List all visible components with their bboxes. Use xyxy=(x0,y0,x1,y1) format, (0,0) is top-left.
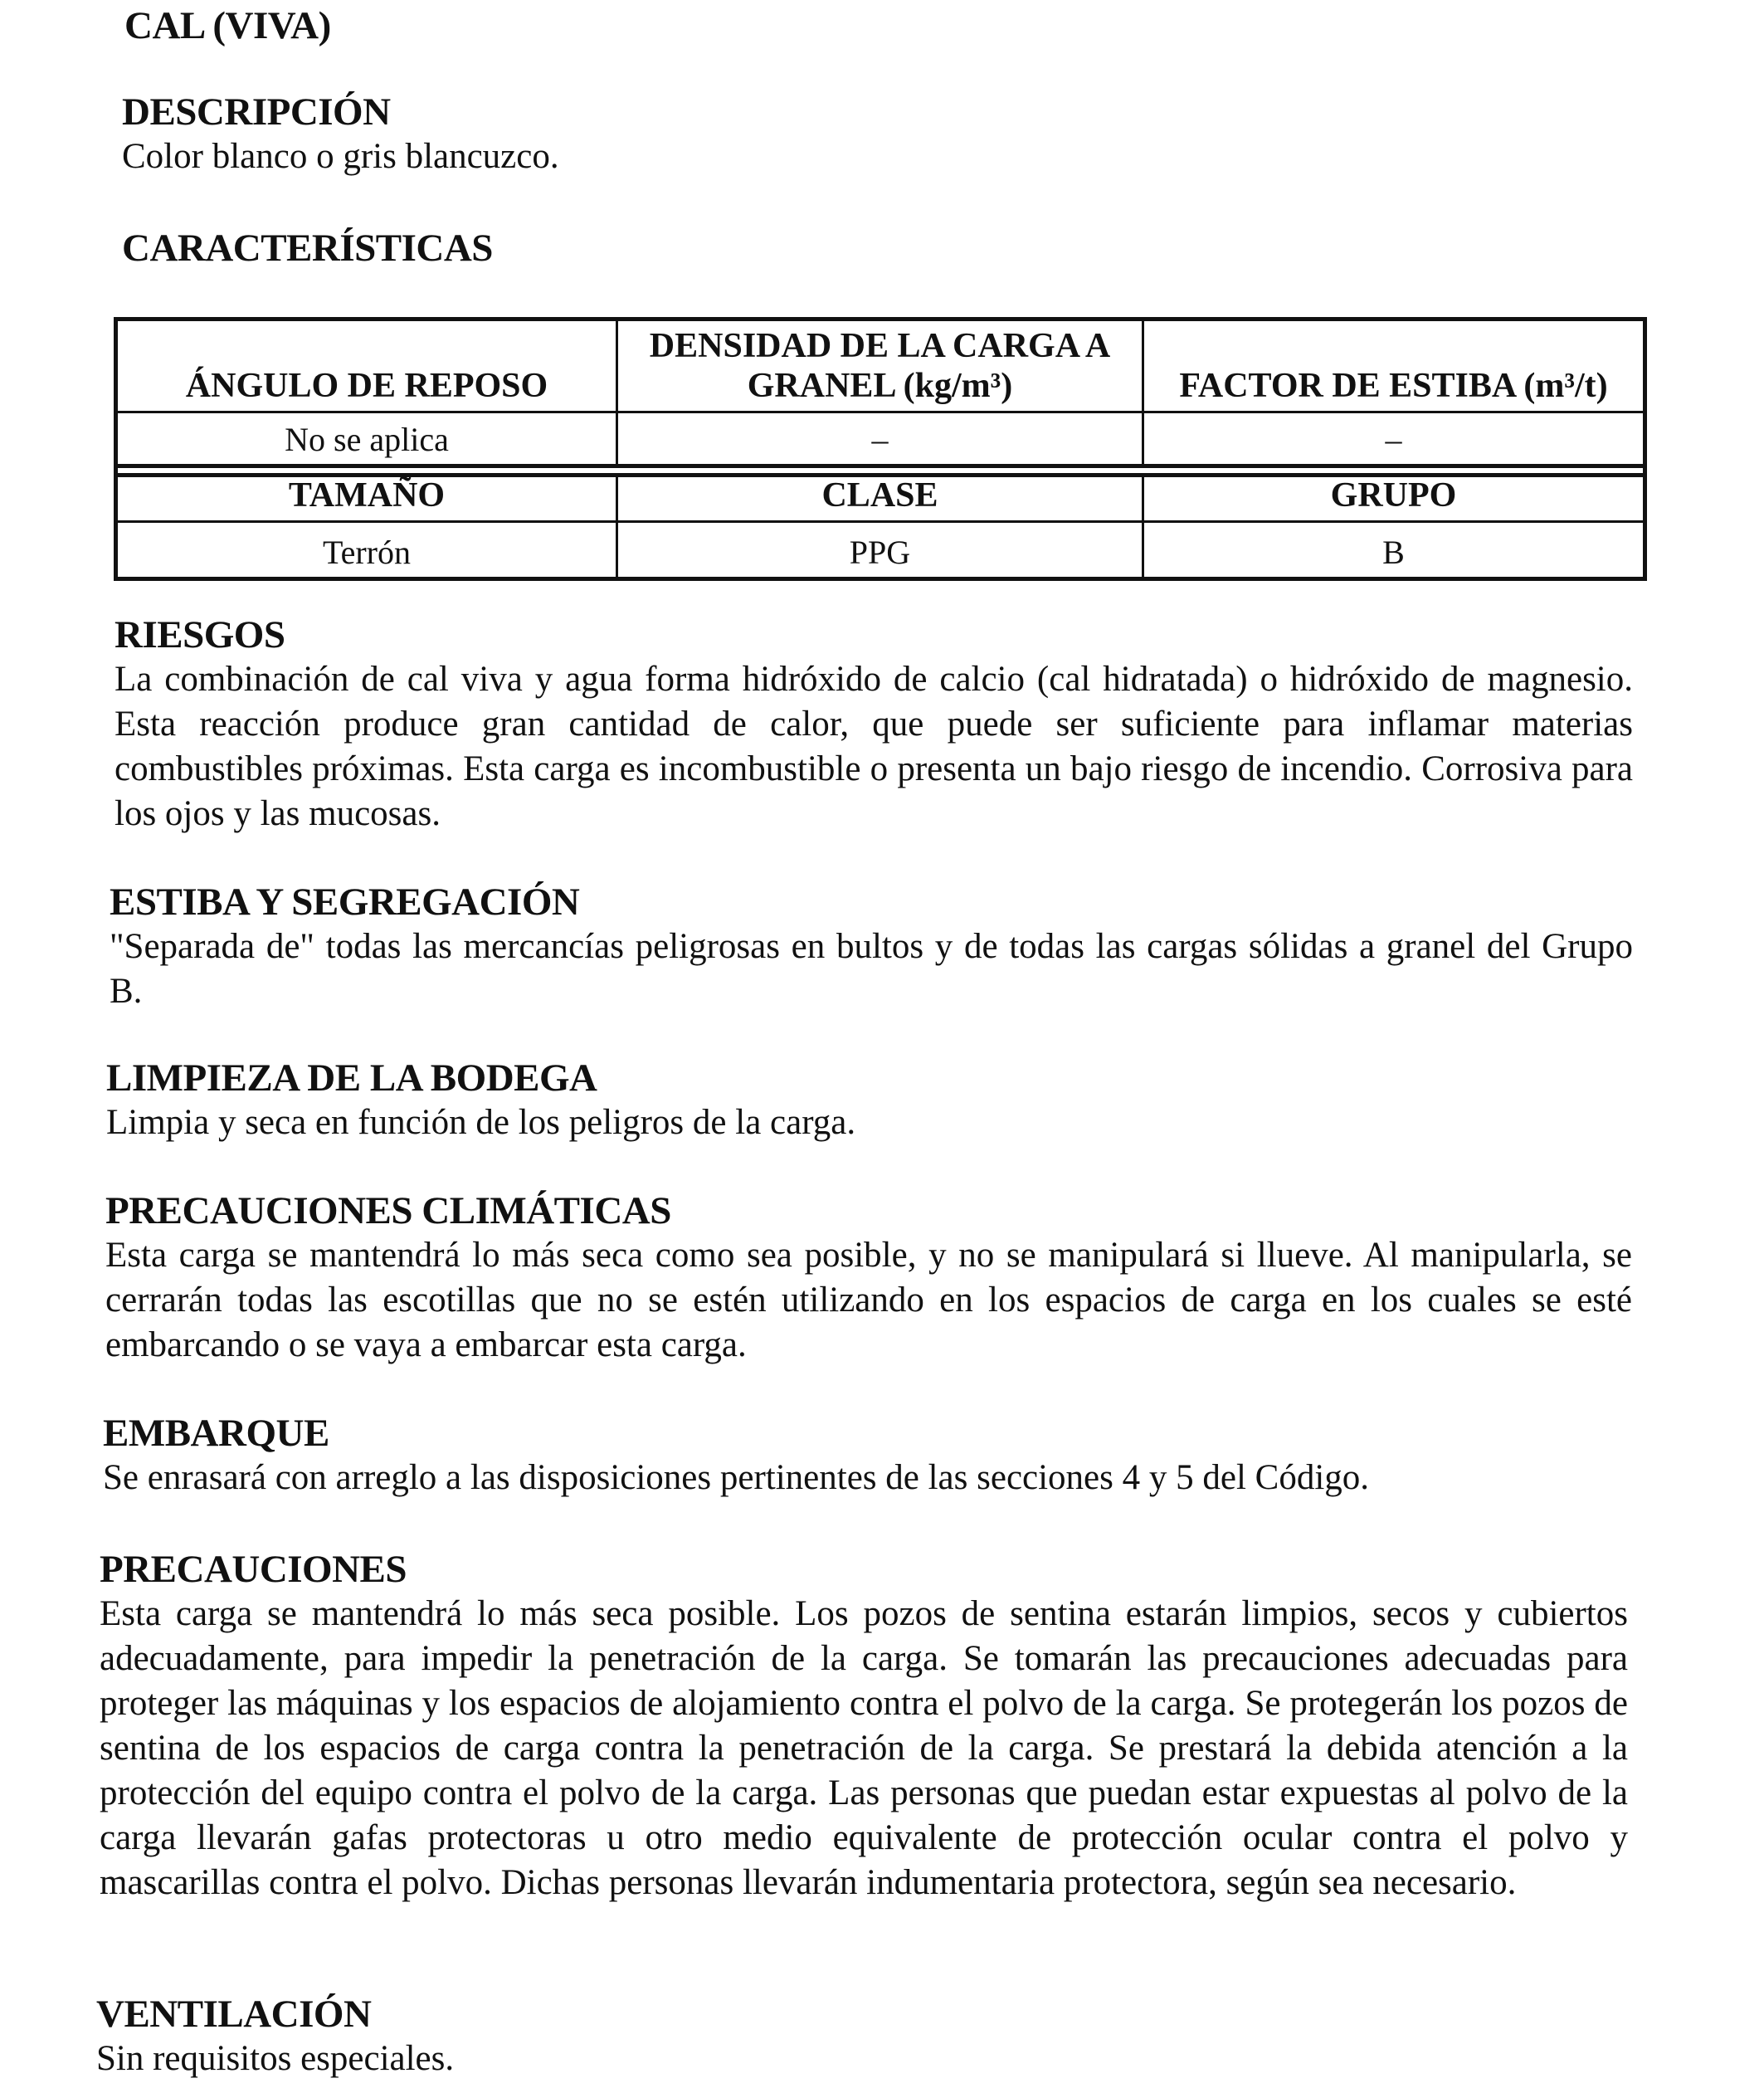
section-heading: LIMPIEZA DE LA BODEGA xyxy=(106,1056,597,1100)
table-cell: B xyxy=(1382,534,1405,571)
section-text: Esta carga se mantendrá lo más seca como sea posible, y no se manipulará si llueve. Al manipularla, se cerrarán todas las escotillas que no se estén utilizando en los espacios de carga en los cuales se esté embarcando o se vaya a embarcar esta carga. xyxy=(105,1236,1632,1364)
table-header-cell: ÁNGULO DE REPOSO xyxy=(118,321,618,411)
table-header-cell: DENSIDAD DE LA CARGA A GRANEL (kg/m³) xyxy=(618,321,1144,411)
section-heading: ESTIBA Y SEGREGACIÓN xyxy=(110,881,580,924)
table-header-cell: TAMAÑO xyxy=(118,477,618,520)
table-cell: No se aplica xyxy=(118,411,618,464)
section-embarque xyxy=(103,1411,1630,1500)
table-header-cell: FACTOR DE ESTIBA (m³/t) xyxy=(1179,367,1608,405)
table-cell: – xyxy=(1385,421,1402,458)
table-cell: PPG xyxy=(618,520,1144,577)
section-text: Color blanco o gris blancuzco. xyxy=(122,137,559,176)
document-title: CAL (VIVA) xyxy=(124,4,331,47)
document-title-block xyxy=(124,3,331,48)
section-heading: RIESGOS xyxy=(115,613,285,656)
table-header-row xyxy=(118,321,1643,413)
section-text: Sin requisitos especiales. xyxy=(96,2039,455,2078)
section-precauciones-climaticas xyxy=(105,1188,1632,1368)
section-ventilacion xyxy=(96,1992,1623,2081)
table-header-cell: GRUPO xyxy=(1330,476,1457,515)
table-cell: – xyxy=(618,411,1144,464)
section-riesgos xyxy=(115,612,1633,837)
section-text: "Separada de" todas las mercancías peligrosas en bultos y de todas las cargas sólidas a granel del Grupo B. xyxy=(110,927,1633,1011)
section-heading: VENTILACIÓN xyxy=(96,1993,372,2036)
section-heading: CARACTERÍSTICAS xyxy=(122,227,493,270)
section-heading: DESCRIPCIÓN xyxy=(122,90,391,134)
section-heading: PRECAUCIONES xyxy=(100,1548,407,1591)
section-limpieza xyxy=(106,1056,1633,1145)
characteristics-table xyxy=(114,317,1647,581)
table-cell: Terrón xyxy=(118,520,618,577)
table-row xyxy=(118,411,1643,464)
table-row xyxy=(118,520,1643,577)
section-text: La combinación de cal viva y agua forma hidróxido de calcio (cal hidratada) o hidróxido de magnesio. Esta reacción produce gran cantidad de calor, que puede ser suficiente para inflamar materias combustibles próximas. Esta carga es incombustible o presenta un bajo riesgo de incendio. Corrosiva para los ojos y las mucosas. xyxy=(115,660,1633,833)
table-header-row xyxy=(118,477,1643,523)
section-estiba xyxy=(110,880,1633,1014)
section-text: Limpia y seca en función de los peligros de la carga. xyxy=(106,1103,856,1142)
section-heading: EMBARQUE xyxy=(103,1412,329,1455)
table-header-cell: CLASE xyxy=(618,477,1144,520)
section-text: Se enrasará con arreglo a las disposiciones pertinentes de las secciones 4 y 5 del Código. xyxy=(103,1458,1370,1497)
section-precauciones xyxy=(100,1547,1628,1905)
section-text: Esta carga se mantendrá lo más seca posible. Los pozos de sentina estarán limpios, secos y cubiertos adecuadamente, para impedir la penetración de la carga. Se tomarán las precauciones adecuadas para proteger las máquinas y los espacios de alojamiento contra el polvo de la carga. Se protegerán los pozos de sentina de los espacios de carga contra la penetración de la carga. Se prestará la debida atención a la protección del equipo contra el polvo de la carga. Las personas que puedan estar expuestas al polvo de la carga llevarán gafas protectoras u otro medio equivalente de protección ocular contra el polvo y mascarillas contra el polvo. Dichas personas llevarán indumentaria protectora, según sea necesario. xyxy=(100,1594,1628,1902)
section-descripcion xyxy=(122,90,1649,179)
section-heading: PRECAUCIONES CLIMÁTICAS xyxy=(105,1189,671,1232)
section-caracteristicas xyxy=(122,226,493,271)
